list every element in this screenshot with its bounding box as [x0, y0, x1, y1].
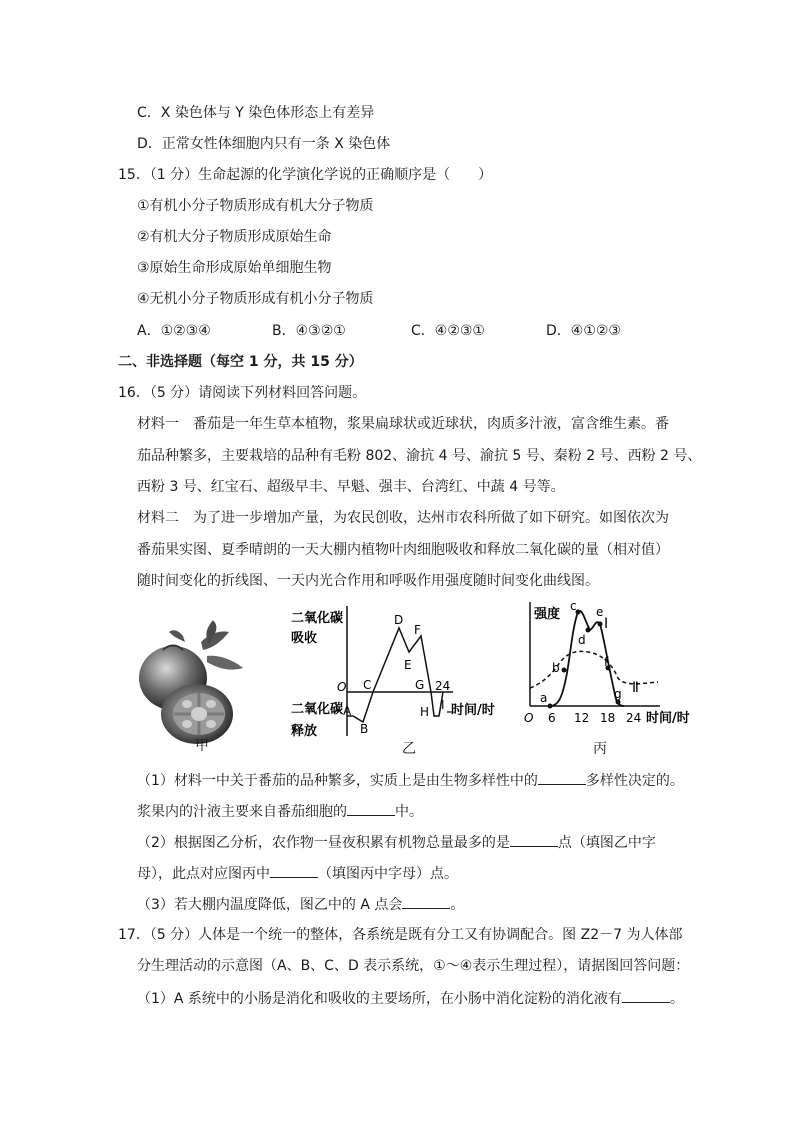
yi-point-G: G	[415, 678, 425, 692]
q17-sub1-text-b: 。	[669, 991, 684, 1007]
q16-sub2-text-a: （2）根据图乙分析，农作物一昼夜积累有机物总量最多的是	[137, 835, 510, 851]
q16-sub1-text-a: （1）材料一中关于番茄的品种繁多，实质上是由生物多样性中的	[137, 773, 538, 789]
answer-blank[interactable]	[622, 988, 670, 1003]
figure-yi-caption: 乙	[402, 741, 416, 757]
figure-bing-intensity-chart	[520, 598, 700, 728]
bing-x-axis-label: 时间/时	[646, 711, 690, 726]
answer-blank[interactable]	[270, 863, 318, 878]
bing-point-d: d	[578, 633, 586, 647]
bing-point-f: f	[604, 655, 609, 669]
yi-tick-24: 24	[435, 679, 451, 693]
figure-jia-caption: 甲	[195, 738, 209, 754]
q17-sub1-line	[137, 988, 684, 1008]
q17-sub1-text-a: （1）A 系统中的小肠是消化和吸收的主要场所，在小肠中消化淀粉的消化液有	[137, 991, 622, 1007]
q15-item-3: ③原始生命形成原始单细胞生物	[137, 260, 332, 276]
yi-point-C: C	[363, 678, 372, 692]
bing-point-e: e	[596, 605, 604, 619]
answer-blank[interactable]	[402, 894, 450, 909]
q16-material2-line2: 番茄果实图、夏季晴朗的一天大棚内植物叶肉细胞吸收和释放二氧化碳的量（相对值）	[137, 542, 669, 558]
bing-curve-I-label: Ⅰ	[604, 616, 609, 632]
bing-y-label: 强度	[534, 607, 561, 622]
yi-y-bottom-label-2: 释放	[291, 724, 318, 739]
q15-option-d: D．④①②③	[546, 323, 621, 339]
figure-yi-co2-chart	[283, 600, 503, 740]
yi-point-A: A	[343, 704, 352, 718]
q16-material1-line1: 材料一 番茄是一年生草本植物，浆果扁球状或近球状，肉质多汁液，富含维生素。番	[137, 416, 669, 432]
yi-point-H: H	[420, 705, 430, 719]
bing-tick-18: 18	[600, 711, 616, 725]
q16-sub3-text-b: 。	[450, 897, 465, 913]
q16-sub2-line2	[137, 863, 458, 883]
halved-tomato	[161, 684, 233, 744]
q16-sub2-text-d: （填图丙中字母）点。	[318, 866, 458, 882]
bing-curve-I	[550, 611, 624, 706]
answer-blank[interactable]	[510, 832, 558, 847]
bing-point-g: g	[614, 687, 622, 701]
section-2-title: 二、非选择题（每空 1 分，共 15 分）	[118, 354, 363, 370]
yi-point-I: I	[441, 698, 445, 712]
q16-sub3-text-a: （3）若大棚内温度降低，图乙中的 A 点会	[137, 897, 403, 913]
q15-option-b: B．④③②①	[272, 323, 346, 339]
q16-sub2-text-c: 母），此点对应图丙中	[137, 866, 270, 882]
q16-sub2-text-b: 点（填图乙中字	[557, 835, 656, 851]
yi-y-top-label-1: 二氧化碳	[291, 611, 344, 626]
q15-item-2: ②有机大分子物质形成原始生命	[137, 229, 332, 245]
bing-point-a: a	[540, 691, 548, 705]
yi-point-D: D	[394, 613, 404, 627]
yi-x-axis-label: 时间/时	[451, 703, 495, 718]
yi-y-bottom-label-1: 二氧化碳	[291, 702, 344, 717]
q15-item-4: ④无机小分子物质形成有机小分子物质	[137, 291, 374, 307]
q17-stem-line2: 分生理活动的示意图（A、B、C、D 表示系统，①～④表示生理过程），请据图回答问题：	[137, 958, 690, 974]
figure-jia-tomato	[133, 620, 253, 760]
bing-tick-24: 24	[626, 711, 642, 725]
bing-origin: O	[524, 711, 534, 725]
yi-point-E: E	[404, 658, 412, 672]
bing-tick-12: 12	[574, 711, 590, 725]
q16-material2-line3: 随时间变化的折线图、一天内光合作用和呼吸作用强度随时间变化曲线图。	[137, 573, 599, 589]
q16-material1-line2: 茄品种繁多，主要栽培的品种有毛粉 802、渝抗 4 号、渝抗 5 号、秦粉 2 号、西粉 2 号、	[137, 448, 702, 464]
yi-origin: O	[337, 680, 347, 694]
answer-blank[interactable]	[347, 801, 395, 816]
bing-point-b: b	[552, 661, 560, 675]
q15-option-a: A．①②③④	[137, 323, 211, 339]
q15-option-c: C．④②③①	[411, 323, 485, 339]
q16-sub1-text-d: 中。	[395, 804, 423, 820]
q17-stem-line1: 17．（5 分）人体是一个统一的整体，各系统是既有分工又有协调配合。图 Z2－7 为人体部	[118, 927, 683, 943]
figure-bing-caption: 丙	[593, 741, 607, 757]
q16-material1-line3: 西粉 3 号、红宝石、超级早丰、早魁、强丰、台湾红、中蔬 4 号等。	[137, 479, 565, 495]
q16-sub1-line1	[137, 770, 684, 790]
yi-point-B: B	[360, 722, 369, 736]
answer-blank[interactable]	[538, 770, 586, 785]
q16-sub1-text-c: 浆果内的汁液主要来自番茄细胞的	[137, 804, 347, 820]
q16-material2-line1: 材料二 为了进一步增加产量，为农民创收，达州市农科所做了如下研究。如图依次为	[137, 510, 669, 526]
q16-sub2-line1	[137, 832, 656, 852]
q14-option-d: D．正常女性体细胞内只有一条 X 染色体	[137, 136, 391, 152]
q16-stem: 16．（5 分）请阅读下列材料回答问题。	[118, 385, 367, 401]
bing-tick-6: 6	[548, 711, 556, 725]
q14-option-c: C．X 染色体与 Y 染色体形态上有差异	[137, 105, 375, 121]
q16-sub1-text-b: 多样性决定的。	[585, 773, 684, 789]
q16-sub1-line2	[137, 801, 423, 821]
bing-point-c: c	[570, 599, 577, 613]
bing-curve-II-label: Ⅱ	[632, 680, 639, 696]
q16-sub3-line	[137, 894, 464, 914]
yi-y-top-label-2: 吸收	[291, 631, 318, 646]
q15-item-1: ①有机小分子物质形成有机大分子物质	[137, 198, 374, 214]
q15-stem: 15．（1 分）生命起源的化学演化学说的正确顺序是（ ）	[118, 167, 493, 183]
yi-point-F: F	[414, 623, 421, 637]
